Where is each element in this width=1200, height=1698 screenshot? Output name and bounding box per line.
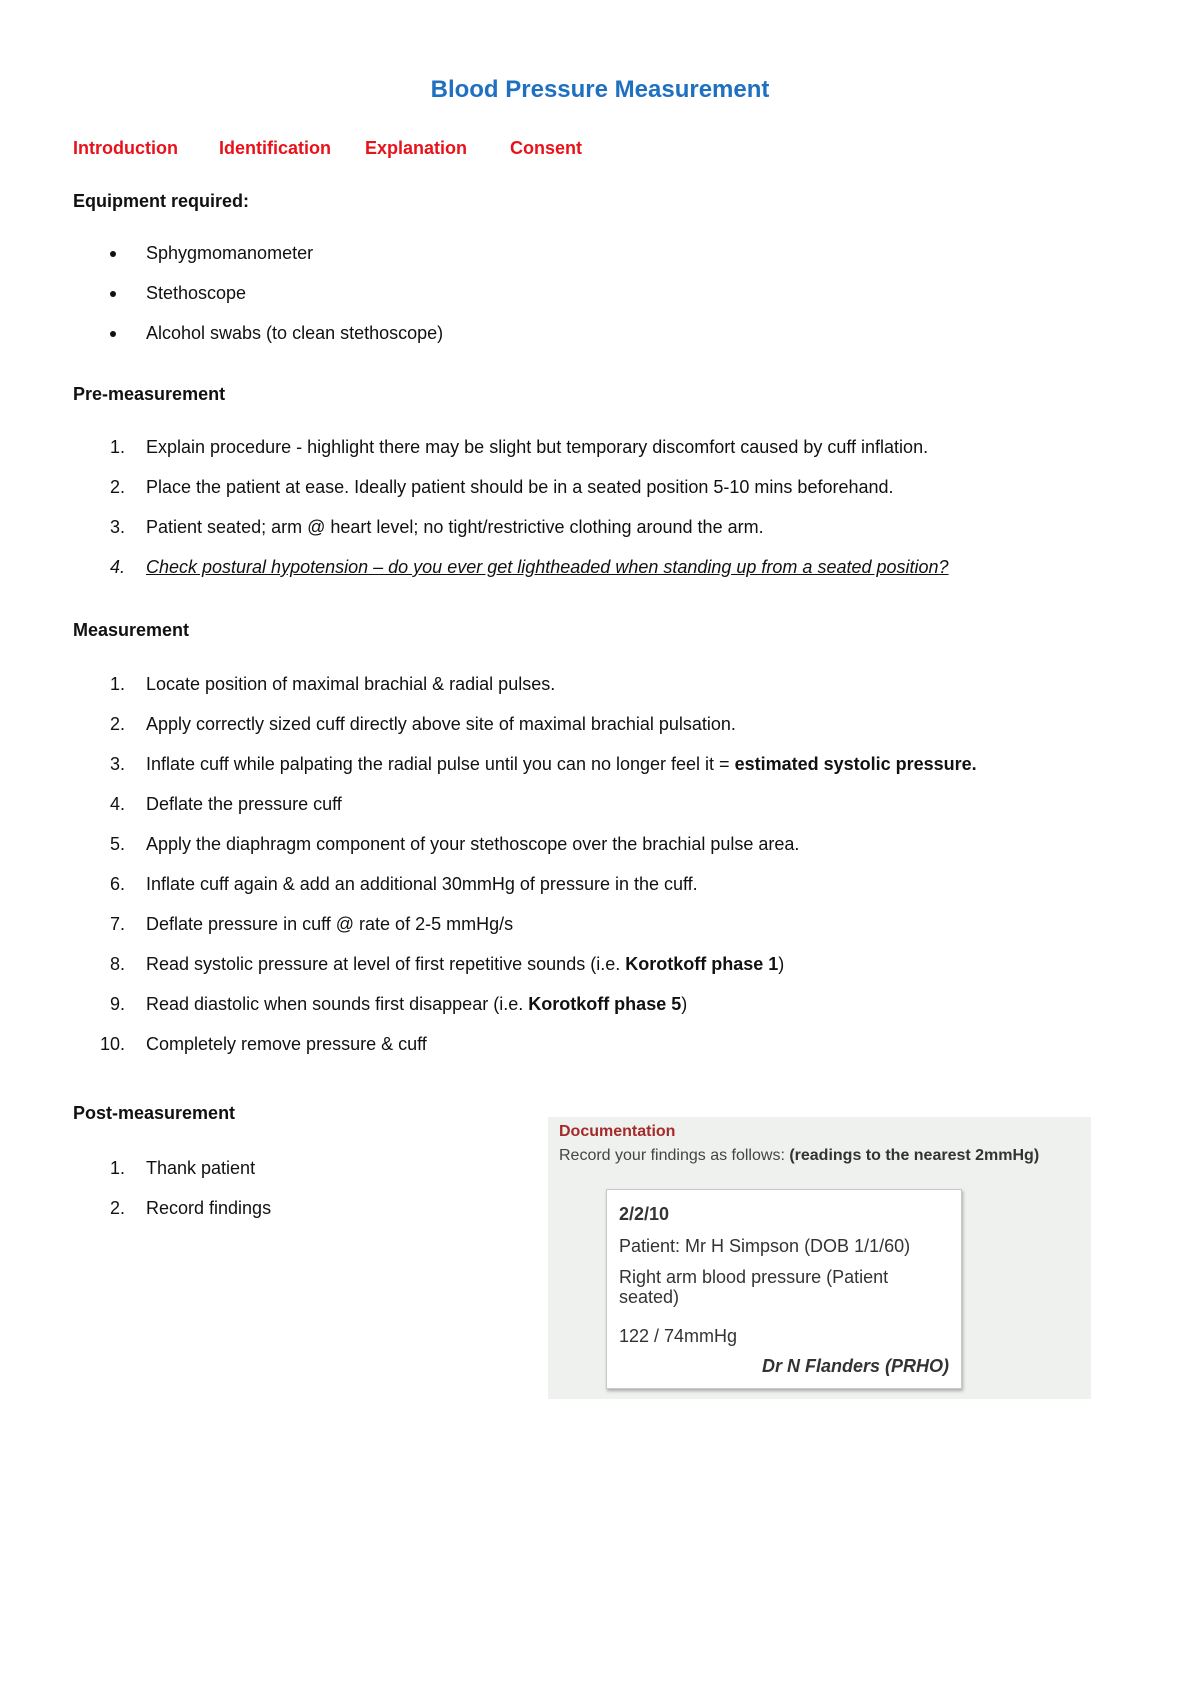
record-patient: Patient: Mr H Simpson (DOB 1/1/60) [619,1236,911,1256]
documentation-title: Documentation [559,1123,676,1140]
keyword-consent: Consent [510,138,582,158]
keyword-explanation: Explanation [365,138,468,158]
document-page: Blood Pressure Measurement Introduction Identification Explanation Consent Equipment required: Sphygmomanometer Stethoscope Alcohol swabs (to clean stethoscope) Pre-measurement 1. Explain procedure - highlight there may be slight but temporary discomfort caused by cuff inflation. 2. Place the patient at ease. Ideally patient should be in a seated position 5-10 mins beforehand. 3. Patient seated; arm @ heart level; no tight/restrictive clothing around the arm. 4. Check postural hypotension – do you ever get lightheaded when standing up from a seated position? Measurement 1. Locate position of maximal brachial & radial pulses. 2. Apply correctly sized cuff directly above site of maximal brachial pulsation. 3. Inflate cuff while palpating the radial pulse until you can no longer feel it = estimated systolic pressure. 4. Deflate the pressure cuff 5. Apply the diaphragm component of your stethoscope over the brachial pulse area. 6. Inflate cuff again & add an additional 30mmHg of pressure in the cuff. 7. Deflate pressure in cuff @ rate of 2-5 mmHg/s 8. Read systolic pressure at level of first repetitive sounds (i.e. Korotkoff phase 1) 9. Read diastolic when sounds first disappear (i.e. Korotkoff phase 5) 10. Completely remove pressure & cuff Post-measurement 1. Thank patient 2. Record findings Documentation Record your findings as follows: (readings to the nearest 2mmHg) 2/2/10 Patient: Mr H Simpson (DOB 1/1/60) Right arm blood pressure (Patient seated) 122 / 74mmHg Dr N Flanders (PRHO) [0,0,1200,1698]
keyword-introduction: Introduction [73,138,178,158]
record-site: Right arm blood pressure (Patient seated) [619,1267,889,1307]
bullet-icon [110,291,116,297]
documentation-figure [548,1117,1091,1399]
documentation-instruction: Record your findings as follows: (readings to the nearest 2mmHg) [559,1147,1040,1164]
keyword-identification: Identification [219,138,331,158]
post-measurement-heading: Post-measurement [73,1103,236,1123]
documentation-card [606,1189,962,1389]
record-blood-pressure: 122 / 74mmHg [619,1326,738,1346]
page-title: Blood Pressure Measurement [430,76,770,103]
bullet-icon [110,251,116,257]
record-signature: Dr N Flanders (PRHO) [761,1356,949,1376]
equipment-heading: Equipment required: [73,191,250,211]
measurement-heading: Measurement [73,620,190,640]
pre-measurement-heading: Pre-measurement [73,384,226,404]
record-date: 2/2/10 [619,1204,670,1224]
bullet-icon [110,331,116,337]
